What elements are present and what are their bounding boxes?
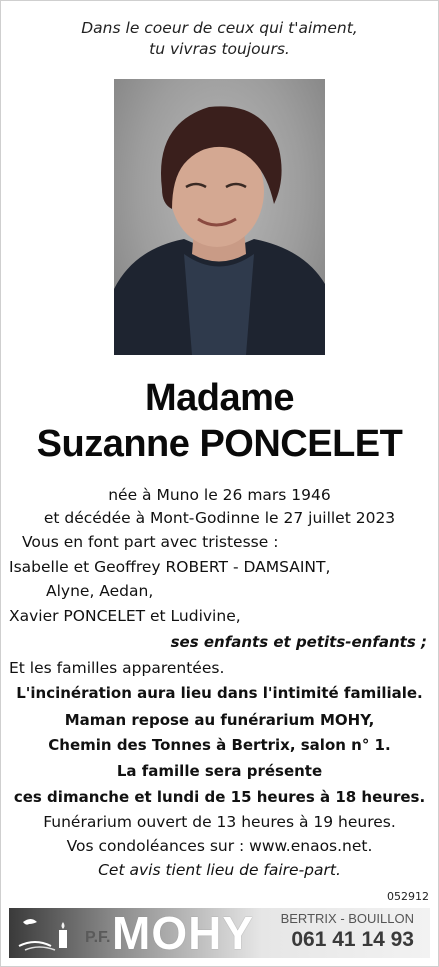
family-role: ses enfants et petits-enfants ;: [170, 633, 427, 651]
footer-location: BERTRIX - BOUILLON: [280, 911, 414, 926]
portrait-photo: [114, 79, 325, 355]
condolences-line: Vos condoléances sur : www.enaos.net.: [66, 837, 373, 855]
birth-line: née à Muno le 26 mars 1946: [108, 486, 331, 504]
family-line-3: Xavier PONCELET et Ludivine,: [9, 607, 241, 625]
rest-line-2: Chemin des Tonnes à Bertrix, salon n° 1.: [48, 736, 391, 754]
dove-candle-icon: [15, 912, 81, 954]
footer-phone: 061 41 14 93: [291, 928, 414, 951]
epigraph: [0, 18, 439, 60]
epigraph-line-2: tu vivras toujours.: [149, 40, 290, 58]
intro-line: Vous en font part avec tristesse :: [22, 533, 279, 551]
name-title: Madame: [144, 377, 295, 419]
death-line: et décédée à Mont-Godinne le 27 juillet 2023: [43, 509, 396, 527]
opening-hours-line: Funérarium ouvert de 13 heures à 19 heures.: [43, 813, 396, 831]
presence-line-2: ces dimanche et lundi de 15 heures à 18 heures.: [13, 788, 426, 806]
reference-number: 052912: [387, 890, 429, 903]
footer-pf-label: P.F.: [85, 929, 111, 946]
name-full: Suzanne PONCELET: [36, 423, 403, 465]
relatives-line: Et les familles apparentées.: [9, 659, 225, 677]
epigraph-line-1: Dans le coeur de ceux qui t'aiment,: [81, 19, 358, 37]
notice-line: Cet avis tient lieu de faire-part.: [98, 861, 341, 879]
family-line-1: Isabelle et Geoffrey ROBERT - DAMSAINT,: [9, 558, 331, 576]
funeral-home-banner: [9, 908, 430, 958]
cremation-line: L'incinération aura lieu dans l'intimité familiale.: [16, 684, 423, 702]
portrait-illustration: [114, 79, 325, 355]
presence-line-1: La famille sera présente: [116, 762, 323, 780]
footer-brand-name: MOHY: [112, 907, 254, 959]
rest-line-1: Maman repose au funérarium MOHY,: [64, 711, 375, 729]
deceased-name: [0, 375, 439, 467]
family-line-2: Alyne, Aedan,: [46, 582, 154, 600]
